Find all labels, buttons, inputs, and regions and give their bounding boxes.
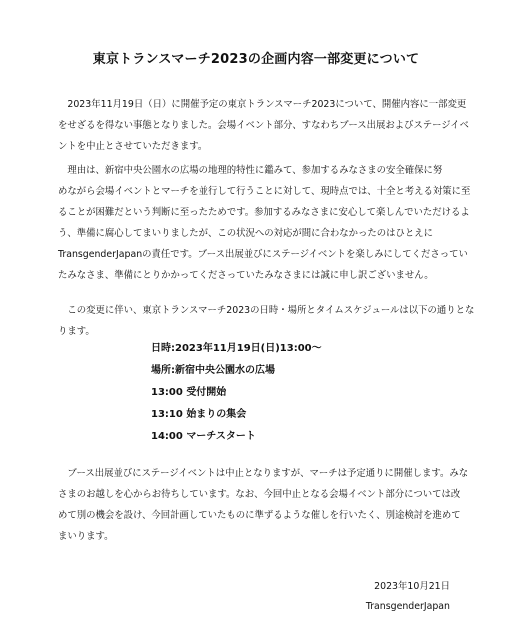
paragraph-line: さまのお越しを心からお待ちしています。なお、今回中止となる会場イベント部分については改 <box>58 489 461 500</box>
paragraph-line: 2023年11月19日（日）に開催予定の東京トランスマーチ2023について、開催内容に一部変更 <box>58 99 467 110</box>
document-title: 東京トランスマーチ2023の企画内容一部変更について <box>92 52 420 67</box>
schedule-location: 場所:新宿中央公園水の広場 <box>151 365 275 376</box>
paragraph-line: ることが困難だという判断に至ったためです。参加するみなさまに安心して楽しんでいただけるよ <box>58 207 470 218</box>
paragraph-line: まいります。 <box>58 531 114 542</box>
schedule-block <box>151 338 451 448</box>
schedule-datetime: 日時:2023年11月19日(日)13:00～ <box>151 343 322 354</box>
paragraph-2 <box>58 160 471 286</box>
schedule-item: 13:10 始まりの集会 <box>151 409 247 420</box>
signature-date: 2023年10月21日 <box>374 581 450 592</box>
paragraph-line: この変更に伴い、東京トランスマーチ2023の日時・場所とタイムスケジュールは以下の通りとな <box>58 305 475 316</box>
paragraph-line: ントを中止とさせていただきます。 <box>58 141 208 152</box>
schedule-item: 14:00 マーチスタート <box>151 431 256 442</box>
paragraph-4 <box>58 463 469 547</box>
paragraph-line: TransgenderJapanの責任です。ブース出展並びにステージイベントを楽しみにしてくださってい <box>58 249 468 260</box>
paragraph-line: たみなさま、準備にとりかかってくださっていたみなさまには誠に申し訳ございません。 <box>58 270 434 281</box>
schedule-item: 13:00 受付開始 <box>151 387 227 398</box>
paragraph-line: をせざるを得ない事態となりました。会場イベント部分、すなわちブース出展およびステージイベ <box>58 120 469 131</box>
paragraph-line: めて別の機会を設け、今回計画していたものに準ずるような催しを行いたく、別途検討を進めて <box>58 510 461 521</box>
paragraph-3 <box>58 300 475 342</box>
paragraph-line: ります。 <box>58 326 95 337</box>
paragraph-line: う、準備に腐心してまいりましたが、この状況への対応が間に合わなかったのはひとえに <box>58 228 434 239</box>
paragraph-line: ブース出展並びにステージイベントは中止となりますが、マーチは予定通りに開催します。みな <box>58 468 469 479</box>
signature-organization: TransgenderJapan <box>365 601 450 612</box>
paragraph-1 <box>58 94 469 157</box>
paragraph-line: めながら会場イベントとマーチを並行して行うことに対して、現時点では、十全と考える対策に至 <box>58 186 471 197</box>
paragraph-line: 理由は、新宿中央公園水の広場の地理的特性に鑑みて、参加するみなさまの安全確保に努 <box>58 165 443 176</box>
